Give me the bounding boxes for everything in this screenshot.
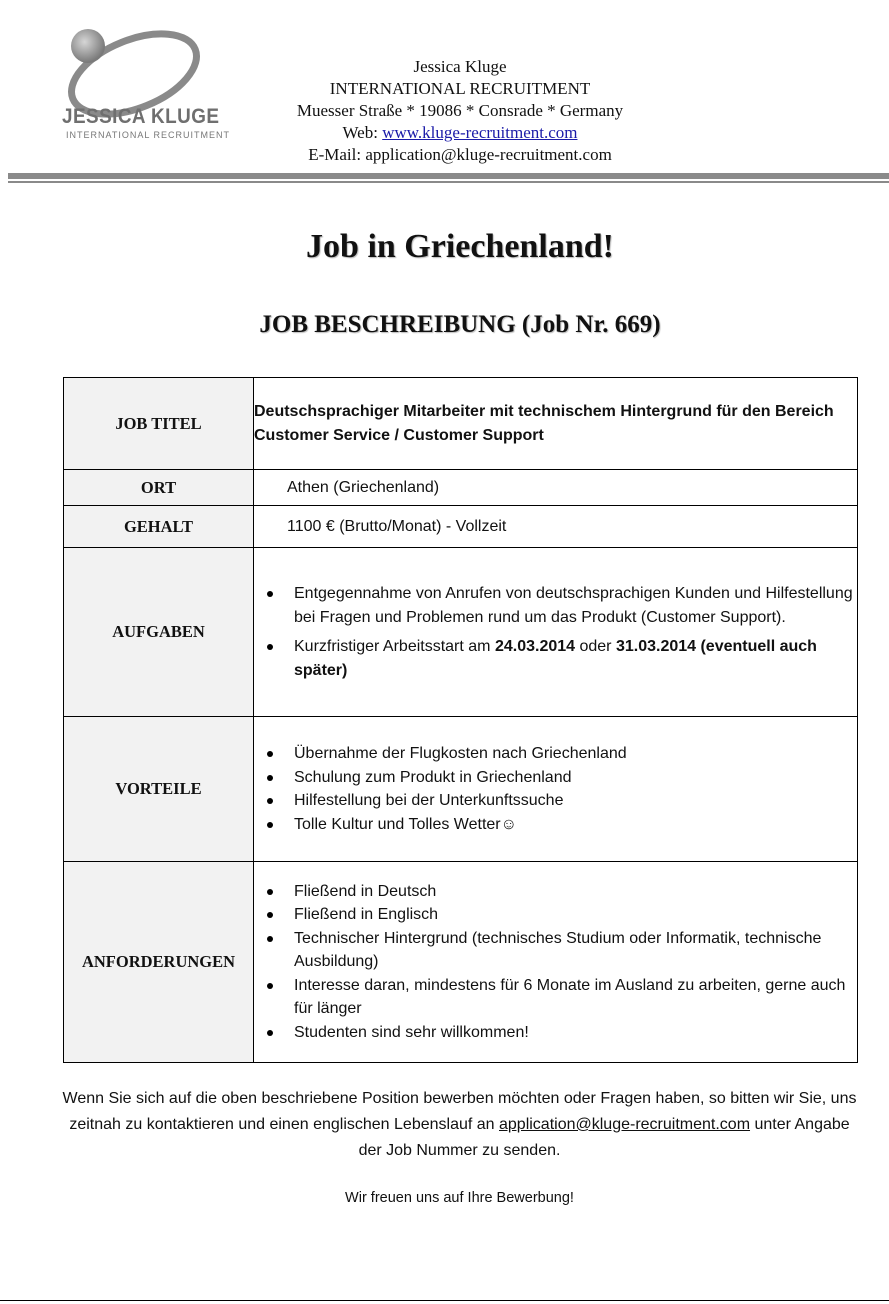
instructions-text-end: unter Angabe der Job Nummer zu senden.: [358, 1116, 850, 1159]
benefits-list: [254, 742, 857, 836]
logo-name: JESSICA KLUGE: [62, 105, 220, 128]
list-item: Übernahme der Flugkosten nach Griechenland: [294, 742, 857, 766]
table-row-salary: [64, 506, 858, 548]
salary-value: 1100 € (Brutto/Monat) - Vollzeit: [254, 506, 858, 548]
tasks-list: [254, 582, 857, 682]
location-value: Athen (Griechenland): [254, 470, 858, 506]
email-line: E-Mail: application@kluge-recruitment.com: [308, 145, 612, 164]
list-item: Studenten sind sehr willkommen!: [294, 1021, 857, 1045]
table-row-requirements: [64, 862, 858, 1063]
company-address: Muesser Straße * 19086 * Consrade * Germany: [296, 101, 624, 120]
benefits-value: [254, 717, 858, 862]
application-instructions: [62, 1086, 857, 1164]
bottom-divider: [0, 1300, 889, 1301]
web-line: [250, 122, 670, 144]
requirements-value: [254, 862, 858, 1063]
table-row-location: [64, 470, 858, 506]
list-item: Entgegennahme von Anrufen von deutschsprachigen Kunden und Hilfestellung bei Fragen und Problemen rund um das Produkt (Customer Support).: [294, 582, 857, 629]
header-divider-thin: [8, 181, 889, 183]
list-item: Kurzfristiger Arbeitsstart am 24.03.2014 oder 31.03.2014 (eventuell auch später): [294, 635, 857, 682]
tasks-label: AUFGABEN: [64, 548, 254, 717]
list-item: Schulung zum Produkt in Griechenland: [294, 766, 857, 790]
list-item: Tolle Kultur und Tolles Wetter☺: [294, 813, 857, 837]
job-description-heading: JOB BESCHREIBUNG (Job Nr. 669): [259, 311, 661, 338]
requirements-list: [254, 880, 857, 1045]
table-row-benefits: [64, 717, 858, 862]
list-item: Technischer Hintergrund (technisches Studium oder Informatik, technische Ausbildung): [294, 927, 857, 974]
list-item: Fließend in Deutsch: [294, 880, 857, 904]
salary-label: GEHALT: [64, 506, 254, 548]
application-email-link[interactable]: application@kluge-recruitment.com: [499, 1116, 751, 1133]
letterhead: [250, 56, 670, 166]
job-title-label: JOB TITEL: [64, 378, 254, 470]
logo-subtitle: INTERNATIONAL RECRUITMENT: [66, 130, 231, 140]
web-label: Web:: [342, 123, 383, 142]
header-divider: [8, 173, 889, 179]
requirements-label: ANFORDERUNGEN: [64, 862, 254, 1063]
page-title: Job in Griechenland!: [306, 228, 614, 265]
list-item: Interesse daran, mindestens für 6 Monate im Ausland zu arbeiten, gerne auch für länger: [294, 974, 857, 1021]
location-label: ORT: [64, 470, 254, 506]
company-name: INTERNATIONAL RECRUITMENT: [329, 79, 591, 98]
tasks-value: [254, 548, 858, 717]
instructions-text: Wenn Sie sich auf die oben beschriebene Position bewerben möchten oder Fragen haben, so bitten wir Sie, uns zeitnah zu kontaktieren und einen englischen Lebenslauf an: [62, 1090, 857, 1133]
web-link[interactable]: www.kluge-recruitment.com: [382, 123, 578, 142]
table-row-job-title: [64, 378, 858, 470]
job-title-value: Deutschsprachiger Mitarbeiter mit technischem Hintergrund für den Bereich Customer Service / Customer Support: [254, 378, 858, 470]
benefits-label: VORTEILE: [64, 717, 254, 862]
closing-line: Wir freuen uns auf Ihre Bewerbung!: [345, 1190, 574, 1206]
job-details-table: [63, 377, 858, 1063]
list-item: Hilfestellung bei der Unterkunftssuche: [294, 789, 857, 813]
list-item: Fließend in Englisch: [294, 903, 857, 927]
table-row-tasks: [64, 548, 858, 717]
contact-name: Jessica Kluge: [413, 57, 507, 76]
